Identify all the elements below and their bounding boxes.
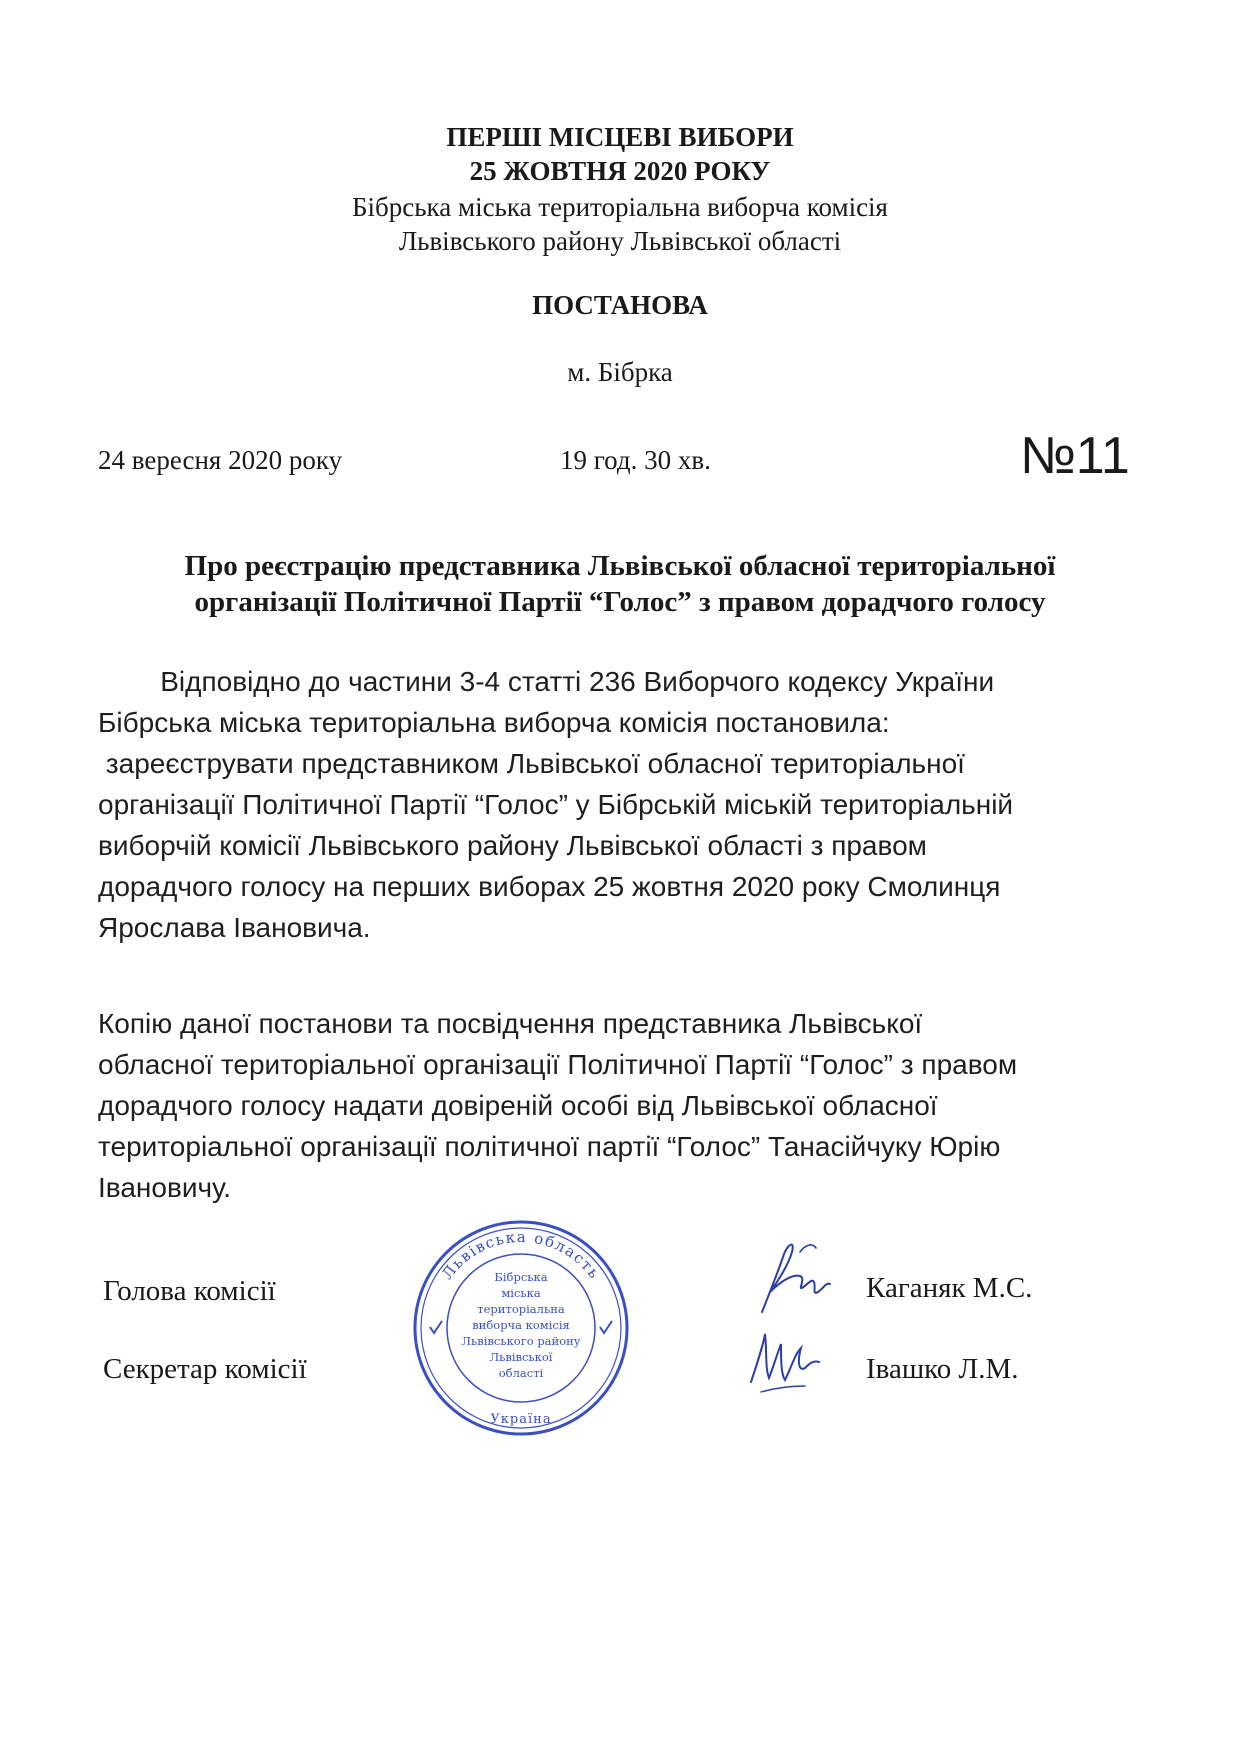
chair-signature-icon: [740, 1232, 850, 1322]
document-date: 24 вересня 2020 року: [98, 445, 343, 475]
secretary-signature-icon: [735, 1320, 845, 1400]
document-city: м. Бібрка: [567, 357, 673, 387]
secretary-role-label: Секретар комісії: [103, 1353, 307, 1385]
secretary-name: Івашко Л.М.: [866, 1353, 1019, 1385]
copy-instruction-paragraph: [98, 1003, 1178, 1208]
document-time: 19 год. 30 хв.: [560, 445, 711, 475]
stamp-inner-line: міська: [501, 1286, 541, 1300]
chair-role-label: Голова комісії: [103, 1275, 276, 1307]
paragraph-line: Відповідно до частини 3-4 статті 236 Виборчого кодексу України: [98, 666, 995, 697]
header-election-title: ПЕРШІ МІСЦЕВІ ВИБОРИ: [446, 122, 794, 152]
paragraph-line: Копію даної постанови та посвідчення представника Львівської: [98, 1008, 923, 1039]
document-subject: [0, 548, 1240, 620]
stamp-inner-line: територіальна: [477, 1302, 565, 1316]
resolution-paragraph: [98, 661, 1178, 948]
paragraph-line: Бібрська міська територіальна виборча комісія постановила:: [98, 707, 890, 738]
stamp-inner-line: виборча комісія: [472, 1318, 570, 1332]
paragraph-line: територіальної організації політичної партії “Голос” Танасійчуку Юрію: [98, 1131, 1001, 1162]
stamp-country-text: Україна: [490, 1412, 552, 1427]
paragraph-line: дорадчого голосу на перших виборах 25 жовтня 2020 року Смолинця: [98, 871, 1001, 902]
subject-line: Про реєстрацію представника Львівської обласної територіальної: [184, 550, 1056, 582]
header-election-date: 25 ЖОВТНЯ 2020 РОКУ: [469, 156, 771, 186]
chair-name: Каганяк М.С.: [866, 1272, 1033, 1304]
paragraph-line: дорадчого голосу надати довіреній особі від Львівської обласної: [98, 1090, 938, 1121]
paragraph-line: зареєструвати представником Львівської обласної територіальної: [98, 748, 965, 779]
official-stamp-icon: [410, 1217, 632, 1439]
stamp-inner-line: Львівського району: [461, 1334, 581, 1348]
stamp-inner-line: області: [498, 1366, 544, 1380]
paragraph-line: Івановичу.: [98, 1172, 232, 1203]
stamp-inner-line: Львівської: [489, 1350, 553, 1364]
paragraph-line: виборчій комісії Львівського району Львівської області з правом: [98, 830, 927, 861]
header-commission-region: Львівського району Львівської області: [398, 226, 842, 256]
document-number: №11: [1020, 427, 1130, 485]
subject-line: організації Політичної Партії “Голос” з правом дорадчого голосу: [194, 586, 1046, 618]
paragraph-line: обласної територіальної організації Політичної Партії “Голос” з правом: [98, 1049, 1018, 1080]
paragraph-line: Ярослава Івановича.: [98, 912, 371, 943]
header-commission-name: Бібрська міська територіальна виборча комісія: [352, 192, 888, 222]
paragraph-line: організації Політичної Партії “Голос” у Бібрській міській територіальній: [98, 789, 1014, 820]
document-type: ПОСТАНОВА: [532, 290, 708, 320]
stamp-inner-line: Бібрська: [494, 1270, 548, 1284]
stamp-outer-top-text: Львівська область: [438, 1227, 604, 1283]
